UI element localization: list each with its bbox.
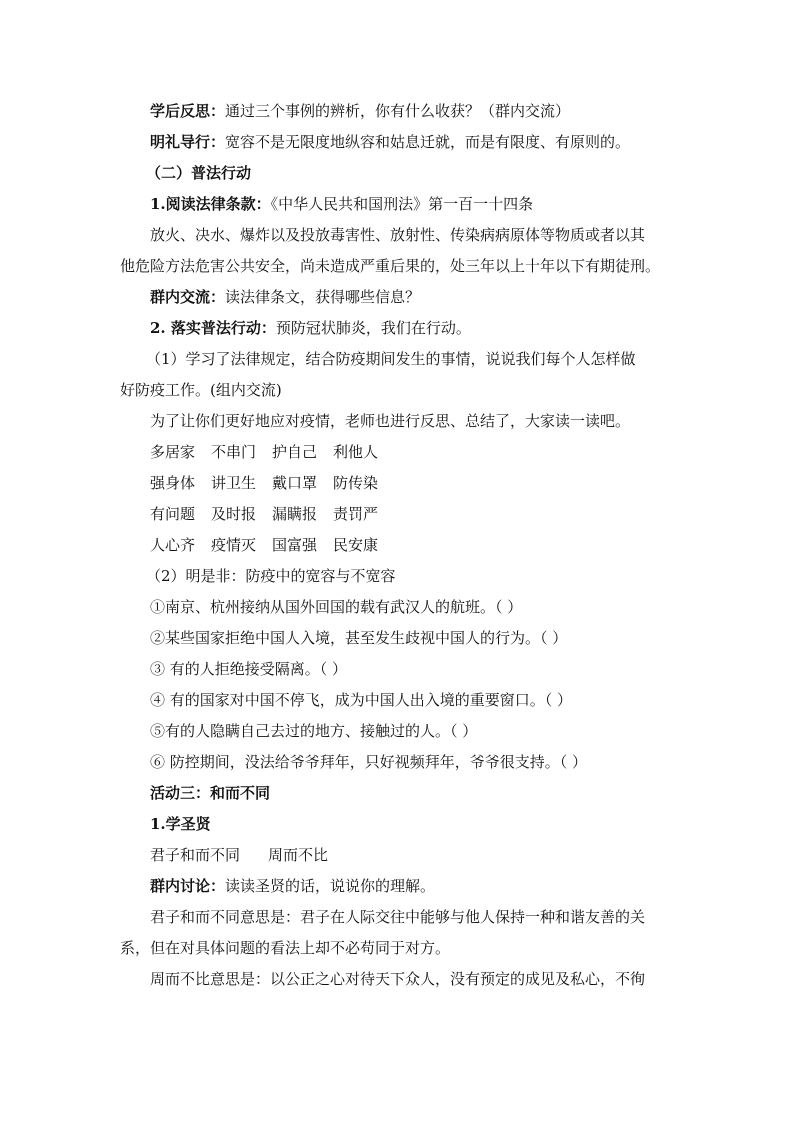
guide-label: 明礼导行： [150, 133, 226, 151]
judgement-item-1: ①南京、杭州接纳从国外回国的载有武汉人的航班。（ ） [150, 598, 523, 616]
judgement-item-6: ⑥ 防控期间，没法给爷爷拜年，只好视频拜年，爷爷很支持。（ ） [150, 753, 588, 771]
slogan: 漏瞒报 [272, 505, 318, 523]
learn-sages-heading: 1.学圣贤 [150, 815, 211, 833]
reflection-text: 通过三个事例的辨析，你有什么收获？（群内交流） [225, 102, 571, 120]
slogan-row-1 [120, 437, 680, 468]
section-heading-law-action: （二）普法行动 [146, 164, 252, 182]
slogan: 责罚严 [333, 505, 379, 523]
slogan: 民安康 [333, 536, 379, 554]
reflection-line [120, 96, 680, 127]
slogan-row-4 [120, 530, 680, 561]
document-body [120, 96, 680, 995]
law-clause-line [120, 189, 680, 220]
teacher-summary: 为了让你们更好地应对疫情，老师也进行反思、总结了，大家读一读吧。 [150, 412, 631, 430]
law-body-line-2: 他危险方法危害公共安全，尚未造成严重后果的，处三年以上十年以下有期徒刑。 [120, 257, 661, 275]
slogan: 戴口罩 [272, 474, 318, 492]
activity-3-heading: 活动三：和而不同 [150, 784, 271, 802]
implement-action-label: 2. 落实普法行动： [150, 319, 276, 337]
slogan: 国富强 [272, 536, 318, 554]
judgement-item-4: ④ 有的国家对中国不停飞，成为中国人出入境的重要窗口。（ ） [150, 691, 573, 709]
slogan: 不串门 [211, 443, 257, 461]
he-er-bu-tong-line-2: 系，但在对具体问题的看法上却不必苟同于对方。 [120, 939, 451, 957]
law-clause-label: 1.阅读法律条款： [150, 195, 271, 213]
judgement-item-5: ⑤有的人隐瞒自己去过的地方、接触过的人。（ ） [150, 722, 478, 740]
question-1-line-2: 好防疫工作。(组内交流) [120, 381, 282, 399]
guide-line [120, 127, 680, 158]
implement-action-text: 预防冠状肺炎，我们在行动。 [275, 319, 471, 337]
guide-text: 宽容不是无限度地纵容和姑息迁就，而是有限度、有原则的。 [225, 133, 631, 151]
group-exchange-line [120, 282, 680, 313]
judgement-item-3: ③ 有的人拒绝接受隔离。（ ） [150, 660, 348, 678]
sage-quote: 周而不比 [268, 846, 329, 864]
group-discussion-line [120, 871, 680, 902]
zhou-er-bu-bi-line-1: 周而不比意思是：以公正之心对待天下众人，没有预定的成见及私心，不徇 [150, 970, 646, 988]
question-2-heading: （2）明是非：防疫中的宽容与不宽容 [146, 567, 396, 585]
group-discussion-text: 读读圣贤的话，说说你的理解。 [225, 877, 436, 895]
slogan: 讲卫生 [211, 474, 257, 492]
implement-action-line [120, 313, 680, 344]
reflection-label: 学后反思： [150, 102, 226, 120]
slogan: 利他人 [333, 443, 379, 461]
slogan-row-3 [120, 499, 680, 530]
he-er-bu-tong-line-1: 君子和而不同意思是：君子在人际交往中能够与他人保持一种和谐友善的关 [150, 908, 646, 926]
group-discussion-label: 群内讨论： [150, 877, 226, 895]
law-clause-title: 《中华人民共和国刑法》第一百一十四条 [270, 195, 534, 213]
slogan: 人心齐 [150, 536, 196, 554]
slogan: 护自己 [272, 443, 318, 461]
law-body-line-1: 放火、决水、爆炸以及投放毒害性、放射性、传染病病原体等物质或者以其 [150, 226, 646, 244]
slogan: 有问题 [150, 505, 196, 523]
group-exchange-text: 读法律条文，获得哪些信息？ [225, 288, 421, 306]
question-1-line-1: （1）学习了法律规定，结合防疫期间发生的事情，说说我们每个人怎样做 [146, 350, 636, 368]
slogan-row-2 [120, 468, 680, 499]
slogan: 及时报 [211, 505, 257, 523]
slogan: 防传染 [333, 474, 379, 492]
slogan: 多居家 [150, 443, 196, 461]
slogan: 疫情灭 [211, 536, 257, 554]
sage-quote: 君子和而不同 [150, 846, 241, 864]
group-exchange-label: 群内交流： [150, 288, 226, 306]
sage-quote-line [120, 840, 680, 871]
slogan: 强身体 [150, 474, 196, 492]
judgement-item-2: ②某些国家拒绝中国人入境，甚至发生歧视中国人的行为。（ ） [150, 629, 568, 647]
